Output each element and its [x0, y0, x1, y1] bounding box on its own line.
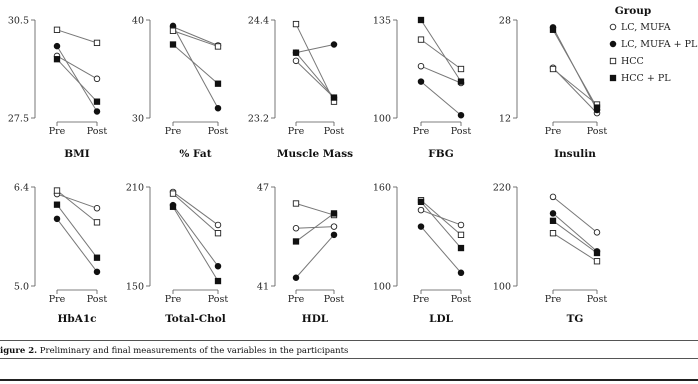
y-tick-label: 27.5	[7, 113, 29, 125]
x-tick-label: Pre	[48, 294, 66, 305]
series-line-hcc	[421, 200, 461, 235]
series-line-hcc-pl	[296, 213, 334, 241]
series-line-hcc	[296, 24, 334, 102]
point-hcc-pl-post	[458, 79, 463, 84]
y-tick-label: 100	[372, 281, 391, 293]
y-tick-label: 41	[256, 281, 269, 293]
point-lc-mufa-pl-post	[331, 42, 337, 48]
chart-bmi	[8, 16, 108, 161]
y-tick-label: 30.5	[7, 15, 29, 27]
series-line-hcc-pl	[421, 202, 461, 248]
series-line-hcc	[173, 194, 218, 234]
chart-total-chol	[126, 183, 229, 326]
point-hcc-pl-pre	[170, 204, 175, 209]
chart-tg	[493, 183, 608, 326]
point-lc-mufa-post	[215, 222, 221, 228]
chart-hdl	[257, 183, 344, 326]
point-hcc-post	[215, 44, 220, 49]
point-lc-mufa-pre	[418, 207, 424, 213]
chart-title: Insulin	[554, 148, 596, 160]
point-hcc-post	[215, 231, 220, 236]
x-tick-label: Post	[323, 126, 345, 137]
point-lc-mufa-pl-post	[94, 109, 100, 115]
x-tick-label: Post	[323, 294, 345, 305]
legend-marker-lc-mufa	[610, 24, 616, 30]
point-lc-mufa-pl-post	[331, 232, 337, 238]
chart-fat	[132, 16, 228, 161]
point-hcc-pl-post	[458, 245, 463, 250]
caption-top-rule	[0, 340, 698, 341]
series-line-lc-mufa-pl	[296, 45, 334, 53]
point-hcc-pre	[54, 188, 59, 193]
chart-hba1c	[14, 183, 108, 326]
chart-ldl	[373, 183, 472, 326]
x-tick-label: Pre	[164, 126, 182, 137]
point-hcc-pl-pre	[418, 17, 423, 22]
series-line-hcc-pl	[57, 59, 97, 101]
series-line-lc-mufa-pl	[421, 82, 461, 116]
series-line-lc-mufa	[57, 56, 97, 79]
point-lc-mufa-pre	[293, 58, 299, 64]
point-hcc-pl-post	[331, 95, 336, 100]
x-tick-label: Pre	[544, 294, 562, 305]
y-tick-label: 100	[372, 113, 391, 125]
x-tick-label: Pre	[164, 294, 182, 305]
series-line-lc-mufa	[421, 66, 461, 83]
point-hcc-pl-post	[594, 105, 599, 110]
chart-title: BMI	[64, 148, 90, 160]
series-line-hcc-pl	[57, 205, 97, 258]
point-hcc-pl-post	[215, 81, 220, 86]
point-lc-mufa-post	[594, 230, 600, 236]
y-tick-label: 12	[498, 113, 511, 125]
point-lc-mufa-post	[94, 76, 100, 82]
point-lc-mufa-pl-pre	[550, 211, 556, 217]
y-tick-label: 28	[498, 15, 511, 27]
point-hcc-pre	[293, 21, 298, 26]
legend-label-lc-mufa-pl: LC, MUFA + PL	[621, 39, 698, 50]
chart-title: TG	[566, 313, 584, 325]
y-tick-label: 30	[131, 113, 144, 125]
series-line-lc-mufa	[173, 192, 218, 225]
point-hcc-pl-pre	[293, 50, 298, 55]
caption-label: igure 2.	[0, 346, 38, 356]
chart-title: Total-Chol	[165, 313, 226, 325]
point-hcc-pre	[550, 231, 555, 236]
y-tick-label: 24.4	[247, 15, 269, 27]
series-line-hcc	[553, 69, 597, 105]
x-tick-label: Pre	[544, 126, 562, 137]
point-hcc-pl-post	[94, 99, 99, 104]
point-lc-mufa-pre	[418, 63, 424, 69]
series-line-hcc-pl	[173, 45, 218, 84]
point-hcc-pl-post	[331, 211, 336, 216]
point-lc-mufa-pre	[550, 194, 556, 200]
series-line-lc-mufa	[553, 197, 597, 232]
legend-label-hcc: HCC	[621, 56, 644, 67]
x-tick-label: Pre	[287, 294, 305, 305]
x-tick-label: Pre	[287, 126, 305, 137]
point-hcc-pre	[170, 191, 175, 196]
point-lc-mufa-pl-pre	[54, 216, 60, 222]
y-tick-label: 100	[492, 281, 511, 293]
legend-label-lc-mufa: LC, MUFA	[621, 22, 671, 33]
point-lc-mufa-pl-post	[215, 263, 221, 269]
point-hcc-pl-pre	[54, 57, 59, 62]
point-lc-mufa-pl-pre	[418, 224, 424, 230]
point-hcc-pl-pre	[170, 42, 175, 47]
series-line-hcc-pl	[296, 53, 334, 98]
y-tick-label: 160	[372, 182, 391, 194]
point-lc-mufa-pl-post	[94, 269, 100, 275]
chart-insulin	[499, 16, 607, 161]
point-hcc-pl-pre	[418, 199, 423, 204]
series-line-lc-mufa-pl	[421, 227, 461, 273]
point-lc-mufa-pre	[293, 225, 299, 231]
point-lc-mufa-post	[94, 205, 100, 211]
x-tick-label: Post	[586, 294, 608, 305]
legend	[610, 5, 698, 84]
legend-label-hcc-pl: HCC + PL	[621, 73, 671, 84]
x-tick-label: Post	[207, 294, 229, 305]
x-tick-label: Pre	[412, 294, 430, 305]
x-tick-label: Post	[450, 294, 472, 305]
chart-fbg	[373, 16, 472, 161]
x-tick-label: Post	[86, 294, 108, 305]
y-tick-label: 210	[125, 182, 144, 194]
point-lc-mufa-post	[331, 224, 337, 230]
series-line-lc-mufa-pl	[57, 46, 97, 111]
series-line-lc-mufa-pl	[173, 205, 218, 266]
page-bottom-rule	[0, 379, 698, 381]
chart-muscle-mass	[248, 16, 353, 161]
chart-title: HbA1c	[57, 313, 97, 325]
point-hcc-pl-pre	[293, 239, 298, 244]
y-tick-label: 6.4	[13, 182, 29, 194]
point-hcc-pre	[54, 27, 59, 32]
point-hcc-post	[594, 259, 599, 264]
series-line-hcc	[57, 30, 97, 43]
point-hcc-pre	[418, 37, 423, 42]
point-hcc-pre	[550, 66, 555, 71]
caption-text: Preliminary and final measurements of the variables in the participants	[39, 346, 349, 356]
series-line-hcc	[296, 204, 334, 216]
series-line-hcc-pl	[421, 20, 461, 82]
point-lc-mufa-pl-pre	[293, 275, 299, 281]
x-tick-label: Pre	[412, 126, 430, 137]
legend-marker-hcc-pl	[610, 75, 615, 80]
legend-title: Group	[614, 5, 652, 17]
y-tick-label: 40	[131, 15, 144, 27]
point-hcc-pl-post	[594, 250, 599, 255]
legend-marker-lc-mufa-pl	[610, 41, 616, 47]
figure-caption	[0, 346, 698, 356]
point-lc-mufa-pl-pre	[418, 79, 424, 85]
point-lc-mufa-pl-post	[458, 270, 464, 276]
point-hcc-post	[94, 40, 99, 45]
point-hcc-pl-pre	[54, 202, 59, 207]
y-tick-label: 150	[125, 281, 144, 293]
chart-title: Muscle Mass	[276, 148, 354, 160]
point-hcc-post	[458, 66, 463, 71]
series-line-hcc-pl	[553, 30, 597, 108]
chart-title: LDL	[429, 313, 453, 325]
y-tick-label: 23.2	[247, 113, 269, 125]
series-line-lc-mufa	[173, 27, 218, 46]
point-hcc-post	[458, 232, 463, 237]
series-line-lc-mufa-pl	[57, 219, 97, 272]
series-line-hcc	[421, 40, 461, 69]
y-tick-label: 135	[372, 15, 391, 27]
chart-title: HDL	[301, 313, 329, 325]
x-tick-label: Post	[207, 126, 229, 137]
series-line-lc-mufa	[296, 61, 334, 98]
x-tick-label: Post	[86, 126, 108, 137]
caption-bottom-rule	[0, 358, 698, 359]
point-lc-mufa-pl-post	[215, 105, 221, 111]
point-hcc-post	[94, 220, 99, 225]
point-lc-mufa-pl-pre	[54, 43, 60, 49]
chart-title: FBG	[428, 148, 454, 160]
x-tick-label: Post	[586, 126, 608, 137]
point-lc-mufa-pl-post	[458, 112, 464, 118]
x-tick-label: Pre	[48, 126, 66, 137]
y-tick-label: 220	[492, 182, 511, 194]
point-hcc-pre	[170, 28, 175, 33]
legend-marker-hcc	[610, 58, 615, 63]
series-line-lc-mufa-pl	[296, 235, 334, 278]
point-hcc-pl-pre	[550, 218, 555, 223]
chart-title: % Fat	[179, 148, 212, 160]
series-line-lc-mufa-pl	[553, 213, 597, 251]
point-lc-mufa-post	[458, 222, 464, 228]
point-hcc-pl-pre	[550, 27, 555, 32]
point-hcc-pl-post	[94, 255, 99, 260]
y-tick-label: 5.0	[13, 281, 29, 293]
x-tick-label: Post	[450, 126, 472, 137]
point-hcc-pre	[293, 201, 298, 206]
point-hcc-pl-post	[215, 278, 220, 283]
series-line-hcc-pl	[173, 207, 218, 281]
y-tick-label: 47	[256, 182, 269, 194]
